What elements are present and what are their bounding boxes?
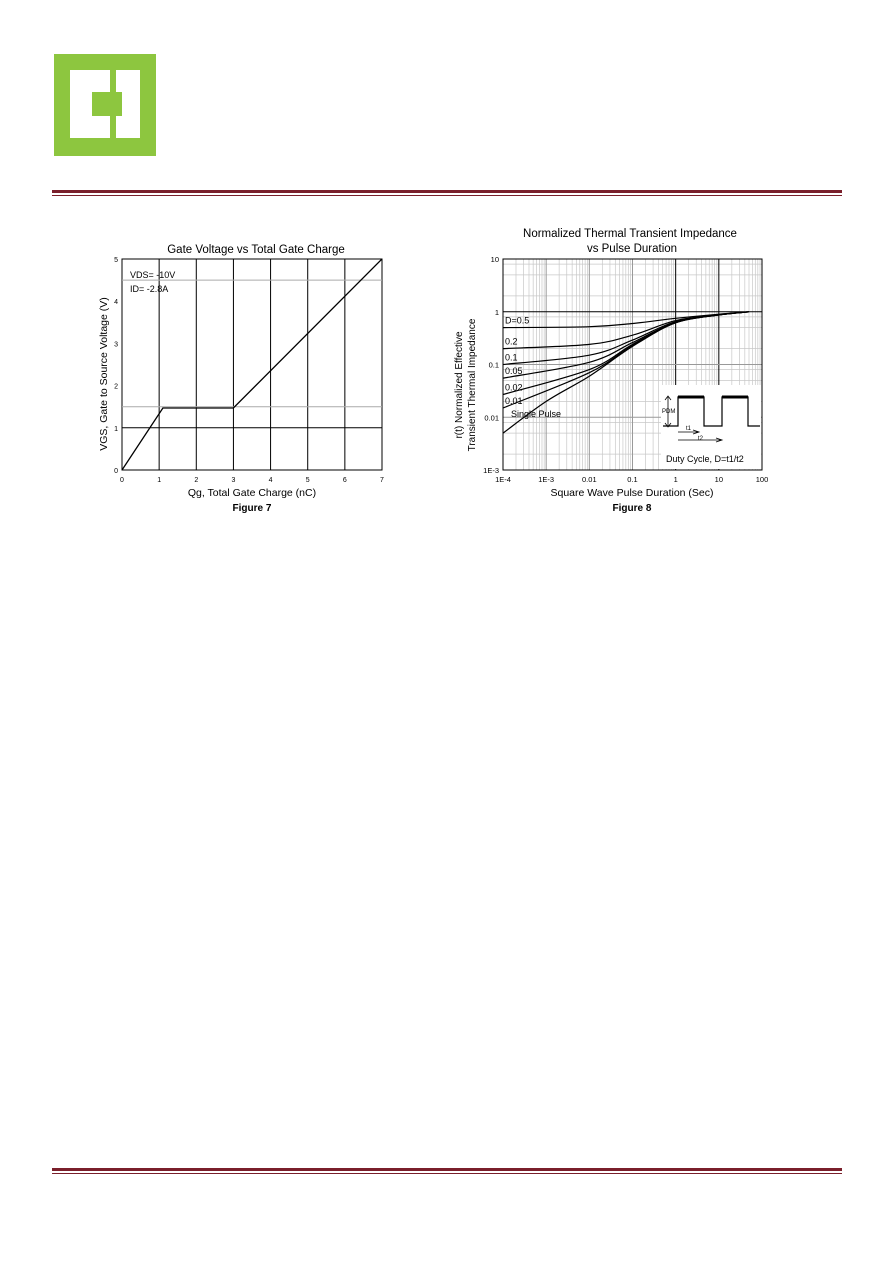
- chart7-x-tick-label: 6: [342, 477, 347, 484]
- chart8-series-label: Single Pulse: [511, 409, 562, 420]
- chart7-y-tick-label: 2: [114, 383, 118, 391]
- chart8-x-tick-label: 10: [714, 475, 724, 484]
- chart7-y-tick-label: 5: [114, 257, 118, 264]
- chart7-y-tick-label: 4: [114, 299, 118, 307]
- chart8-y-tick-label: 10: [490, 255, 499, 264]
- chart7-x-tick-label: 7: [380, 477, 384, 484]
- chart7-x-tick-label: 3: [231, 477, 236, 484]
- chart8-series-label: 0.1: [505, 352, 518, 363]
- chart8-series-label: 0.02: [505, 382, 523, 393]
- chart8-series-label: 0.05: [505, 366, 523, 377]
- chart7-annotation-vds: VDS= -10V: [130, 270, 176, 280]
- inset-duty-cycle-label: Duty Cycle, D=t1/t2: [666, 454, 744, 464]
- chart7-x-tick-label: 1: [157, 477, 162, 484]
- chart7-y-tick-label: 0: [114, 468, 118, 475]
- chart7-y-tick-label: 3: [114, 341, 118, 349]
- chart8-x-tick-label: 1: [673, 475, 678, 484]
- chart8-subtitle: vs Pulse Duration: [586, 243, 678, 255]
- chart7-caption: Figure 7: [232, 503, 272, 514]
- footer-rule: [52, 1168, 842, 1171]
- chart7-x-tick-label: 4: [268, 477, 273, 484]
- chart8-y-tick-label: 0.01: [484, 413, 499, 423]
- chart8-series-label: D=0.5: [505, 315, 530, 326]
- footer-rule-thin: [52, 1173, 842, 1174]
- chart8-x-tick-label: 1E-3: [538, 475, 555, 484]
- chart8-y-tick-label: 1E-3: [483, 466, 499, 475]
- inset-t2-label: t2: [698, 436, 704, 442]
- chart8-ylabel-line1: r(t) Normalized Effective: [454, 331, 465, 439]
- chart8-series-label: 0.2: [505, 336, 518, 347]
- chart7-x-tick-label: 2: [194, 477, 199, 484]
- chart8-caption: Figure 8: [612, 503, 652, 514]
- chart7-annotation-id: ID= -2.8A: [130, 284, 169, 294]
- chart7-y-tick-label: 1: [114, 425, 118, 433]
- chart8-y-tick-label: 1: [494, 307, 499, 317]
- chart8-x-tick-label: 100: [755, 475, 769, 484]
- chart7-xlabel: Qg, Total Gate Charge (nC): [187, 487, 317, 499]
- chart8-series-label: 0.01: [505, 395, 523, 406]
- chart7-x-tick-label: 0: [120, 477, 124, 484]
- chart8-x-tick-label: 0.01: [582, 475, 597, 484]
- duty-cycle-inset: [661, 385, 761, 469]
- thermal-impedance-chart: [0, 0, 892, 530]
- inset-t1-label: t1: [686, 426, 692, 432]
- chart8-xlabel: Square Wave Pulse Duration (Sec): [550, 487, 714, 499]
- chart8-x-tick-label: 1E-4: [495, 475, 511, 484]
- chart8-ylabel-line2: Transient Thermal Impedance: [467, 318, 478, 452]
- inset-pdm-label: PDM: [662, 409, 676, 415]
- chart7-x-tick-label: 5: [305, 477, 310, 484]
- chart8-x-tick-label: 0.1: [627, 475, 638, 484]
- chart8-title: Normalized Thermal Transient Impedance: [523, 228, 737, 240]
- chart7-title: Gate Voltage vs Total Gate Charge: [167, 244, 345, 256]
- chart7-ylabel: VGS, Gate to Source Voltage (V): [98, 297, 110, 451]
- chart8-y-tick-label: 0.1: [488, 360, 499, 370]
